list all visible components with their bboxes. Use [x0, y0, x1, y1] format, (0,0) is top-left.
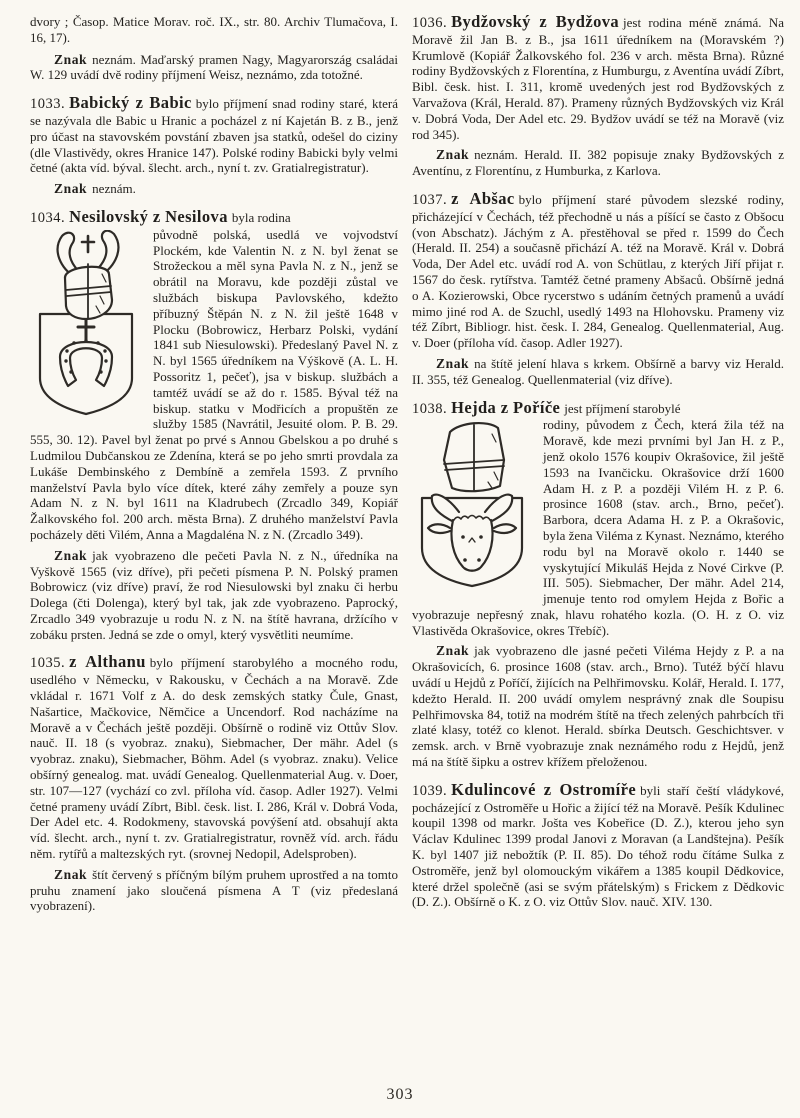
entry-paragraph — [412, 779, 784, 910]
entry-header — [30, 206, 398, 227]
left-column — [30, 14, 398, 1086]
entry-paragraph — [30, 227, 398, 543]
znak-paragraph — [30, 181, 398, 197]
family-name: Kdulincové z Ostromíře — [451, 779, 637, 799]
znak-text: na štítě jelení hlava s krkem. Obšírně a barvy viz Herald. II. 355, též Genealog. Quellenmaterial (viz dříve). — [412, 355, 784, 387]
family-name: Nesilovský z Nesilova — [69, 206, 228, 226]
entry-text: bylo příjmení staré původem slezské rodiny, přicházející v Čechách, též přechodně u nás a píšící se často z Obšocu (von Abschatz). Jáchým z A. přestěhoval se před r. 1599 do Čech (Herald. II. 254) a současně přichází A. též na Moravě. Král v. Dobrá Voda, Der Adel etc. uvádí rod A. von Schütlau, z kterých Jiří přijat r. 1567 do česk. rytířstva. Tamtéž četné prameny Abšaců. Obšírně jedná o A. Kozierowski, Obce rycerstwo s udáním četných pramenů a uvádí mimo jiné rod A. de Szuchl, usedlý 1493 na Hlohovsku. Prameny viz též Zíbrt, Bibliogr. hist. česk. I. 284, Genealog. Quellenmaterial, Aug. v. Doer (příloha víd. časop. Adler 1927). — [412, 191, 784, 351]
hejda-coat-of-arms-icon — [412, 420, 532, 590]
entry-1036 — [412, 14, 784, 179]
entry-number: 1036. — [412, 15, 448, 31]
entry-number: 1039. — [412, 782, 448, 799]
znak-text: jak vyobrazeno dle jasné pečeti Viléma Hejdy z P. a na Okrašovicích, 6. prosince 1608 (stav. arch., Brno). Tutéž býčí hlavu uvádí u Hejdů z Poříčí, žijících na Pelhřimovsku. Kolář, Herald. I. 177, kdežto Herald. II. 200 uvádí omylem nesprávný znak dle Soupisu Pelhřimovska 84, totiž na modrém štítě na třech zelených pahrbcích tři zlaté klasy, totéž co klenot. Herald. sbírka Deutsch. Geschichtsver. v zemsk. arch. v Brně vyobrazuje znak neznámého rodu z Hejdů, jenž má na štítě šipku a ostrev křížem přeloženou. — [412, 643, 784, 770]
znak-label: Znak — [54, 51, 88, 67]
entry-text: jest rodina méně známá. Na Moravě žil Jan B. z B., jsa 1611 úředníkem na (Moravském ?) Krumlově (Kopiář Žalkovského fol. 236 v arch. města Brna). Různé rodiny Bydžovských z Florentína, z Humburgu, z Aventína uvádí Zíbrt, Bibl. česk. hist. I. 311, kromě uvedených jest rod Bydžovských z Varvažova (Král, Herald. 87). Prameny různých Bydžovských viz Král v. Dobrá Voda, Der Adel etc. 29. Bydžov uvádí se též na Moravě (viz rod 345). — [412, 15, 784, 142]
entry-number: 1038. — [412, 400, 448, 417]
entry-1034 — [30, 206, 398, 643]
family-name: Hejda z Poříče — [451, 397, 561, 417]
continuation-paragraph: dvory ; Časop. Matice Morav. roč. IX., str. 80. Archiv Tlumačova, I. 16, 17). — [30, 14, 398, 45]
entry-paragraph — [30, 95, 398, 176]
entry-text: původně polská, usedlá ve vojvodství Plockém, kde Valentin N. z N. byl ženat se Strožeckou a měl syna Pavla N. z N., jenž se obrátil na Moravu, kde později zůstal ve službách biskupa Pavlovského, kdežto příbuzný Štěpán N. z N. žil ještě 1648 v Plocku (Bobrowicz, Herbarz Polski, vydání 1841 sub Niesulowski). Předeslaný Pavel N. z N. byl 1565 úředníkem na Výškově (A. L. H. Possoritz 1, pečeť), jsa v biskup. službách a tamtéž uvádí se až do r. 1585. Býval též na biskup. statku v Modřicích a propuštěn ze služby 1585 (Navrátil, Jesuité olom. P. B. 29. 555, 30. 12). Pavel byl ženat po prvé s Annou Gbelskou a po druhé s Ludmilou Dubčanskou ze Zdenína, která se po jeho smrti provdala za Lukáše Dembinského z Dembíně a zemřela 1593. Z prvního manželství Pavla bylo více dítek, které záhy zemřely a pouze syn Adam N. z N. byl 1611 na Kladrubech (Zrcadlo 349, Kopiář Žalkovského fol. 200 arch. města Brna). Z druhého manželství Pavla pocházely děti Vilém, Anna a Magdaléna N. z N. (Zrcadlo 349). — [30, 226, 398, 542]
entry-number: 1033. — [30, 96, 66, 113]
family-name: z Althanu — [69, 652, 146, 672]
znak-paragraph — [412, 356, 784, 388]
znak-label: Znak — [54, 547, 88, 563]
family-name: Babický z Babic — [69, 93, 192, 113]
entry-number: 1034. — [30, 209, 66, 226]
znak-paragraph — [412, 147, 784, 179]
znak-text: neznám. Herald. II. 382 popisuje znaky Bydžovských z Aventínu, z Florentínu, z Humburka, z Karlova. — [412, 147, 784, 179]
entry-lead-text: jest příjmení starobylé — [564, 400, 681, 416]
entry-text: byli staří čeští vládykové, pocházející z Ostroměře u Hořic a žijící též na Moravě. Pešík Kdulinec koupil 1398 od markr. Jošta ves Kobeřice (D. Z.), kterou jeho syn Václav Kdulinec 1399 prodal Janovi z Moravan (a Landštejna). Pešík K. byl 1407 již nebožtík (P. II. 85). Do téhož rodu čítáme Sulka z Ostroměře, jenž byl olomouckým vikářem a 1385 koupil Dědkovice, které držel společně (asi se svým přátelským) s Frickem z Dědkovic (D. Z.). Obšírně o K. z O. viz Ottův Slov. nauč. XIV. 130. — [412, 782, 784, 910]
znak-paragraph — [412, 643, 784, 769]
znak-label: Znak — [54, 866, 88, 882]
entry-paragraph — [412, 188, 784, 351]
entry-text: bylo příjmení snad rodiny staré, která se nazývala dle Babic u Hranic a pocházel z ní Kajetán B. z B., jenž pro účast na stavovském povstání zbaven jsa statků, odešel do ciziny (dle Vlastivědy, okres Hranice 147). Polské rodiny Babicki byly velmi četné (akta víd. býval. šlecht. arch., nyní t. zv. Gratialregistratur). — [30, 96, 398, 176]
znak-paragraph — [30, 867, 398, 914]
page-number: 303 — [386, 1086, 414, 1103]
entry-text: bylo příjmení starobylého a mocného rodu, usedlého v Německu, v Rakousku, v Čechách a na Moravě. Zde vkládal r. 1671 Volf z A. do desk zemských statky Čule, Gnast, Našartice, Mačkovice, Němčice a Uncendorf. Rod nacházíme na Moravě a v Čechách ještě později. Obšírně o rodině viz Ottův Slov. nauč. II. 18 (s vyobraz. znaku), Siebmacher, Der mähr. Adel (s vyobraz. znaku), Siebmacher, Böhm. Adel (s vyobraz. znaku). Velice obšírný genealog. mat. uvádí Genealog. Quellenmaterial Aug. v. Doer, str. 107—127 (vychází co zvl. příloha víd. časop. Adler 1927). Velmi četné prameny uvádí Zíbrt, Bibl. česk. list. I. 286, Král v. Dobrá Voda, Der Adel etc. 4. Rodokmeny, stavovská povýšení atd. obsahují akta víd. šlecht. arch., nyní t. zv. Gratialregistratur, rovněž víd. arch. řádu něm. rytířů a maltezských ryt. (srovnej Nedopil, Adelsproben). — [30, 655, 399, 862]
family-name: z Abšac — [451, 188, 515, 208]
entry-number: 1035. — [30, 655, 66, 672]
entry-1033 — [30, 95, 398, 197]
entry-paragraph — [412, 14, 784, 142]
entry-1035 — [30, 654, 398, 914]
znak-label: Znak — [436, 643, 470, 659]
entry-1038 — [412, 397, 784, 770]
znak-text: štít červený s příčným bílým pruhem uprostřed a na tomto pruhu znamení jako sloučená písmena A T (viz předeslaná vyobrazení). — [30, 866, 398, 914]
entry-number: 1037. — [412, 191, 448, 208]
znak-label: Znak — [54, 181, 88, 197]
nesilovsky-coat-of-arms-icon — [30, 230, 142, 420]
entry-paragraph — [412, 417, 784, 638]
znak-text: jak vyobrazeno dle pečeti Pavla N. z N., úředníka na Vyškově 1565 (viz dříve), při pečeti písmena P. N. Polský pramen Bobrowicz (viz dříve) praví, že rod Niesulowski byl znaku či herbu Dolega (čti Dolenga), který byl tak, jak zde vyobrazeno. Paprocký, Zrcadlo 349 vyobrazuje u rodu N. z N. na štítě havrana, držícího v zobáku prsten. Jedná se zde o omyl, který vysvětliti neumíme. — [30, 547, 398, 642]
entry-lead-text: byla rodina — [231, 209, 291, 225]
entry-text: rodiny, původem z Čech, která žila též na Moravě, kde mezi prvními byl Jan H. z P., jenž okolo 1576 koupiv Okrašovice, žil ještě 1593 na Ivančicku. Okrašovice drží 1600 Adam H. z P. a později Vilém H. z P. 6. prosince 1608 (stav. arch., Brno, pečeť). Barbora, dcera Adama H. z P. a Okrašovic, byla žena Viléma z Kynast. Neznámo, kterého rodu byl na Moravě okolo r. 1440 se vyskytující Mikuláš Hejda z Nové Cirkve (P. III. 505). Siebmacher, Der mähr. Adel 214, jmenuje tento rod omylem Hejda z Bořic a vyobrazuje nepřesný znak, hlavu rohatého kozla. (O. H. z O. viz Vlastivěda Okrašovice, okres Třebíč). — [412, 417, 784, 638]
znak-text: neznám. — [92, 181, 136, 197]
znak-paragraph-weisz — [30, 52, 398, 84]
entry-1039 — [412, 779, 784, 910]
entry-1037 — [412, 188, 784, 388]
znak-paragraph — [30, 548, 398, 643]
family-name: Bydžovský z Bydžova — [451, 12, 620, 31]
znak-label: Znak — [436, 355, 470, 371]
entry-paragraph — [30, 654, 398, 861]
right-column — [412, 14, 784, 1086]
znak-label: Znak — [436, 147, 470, 163]
znak-text: neznám. Maďarský pramen Nagy, Magyarország családai W. 129 uvádí dvě rodiny příjmení Weisz, neznámo, zda totožné. — [30, 51, 398, 83]
entry-header — [412, 397, 784, 418]
